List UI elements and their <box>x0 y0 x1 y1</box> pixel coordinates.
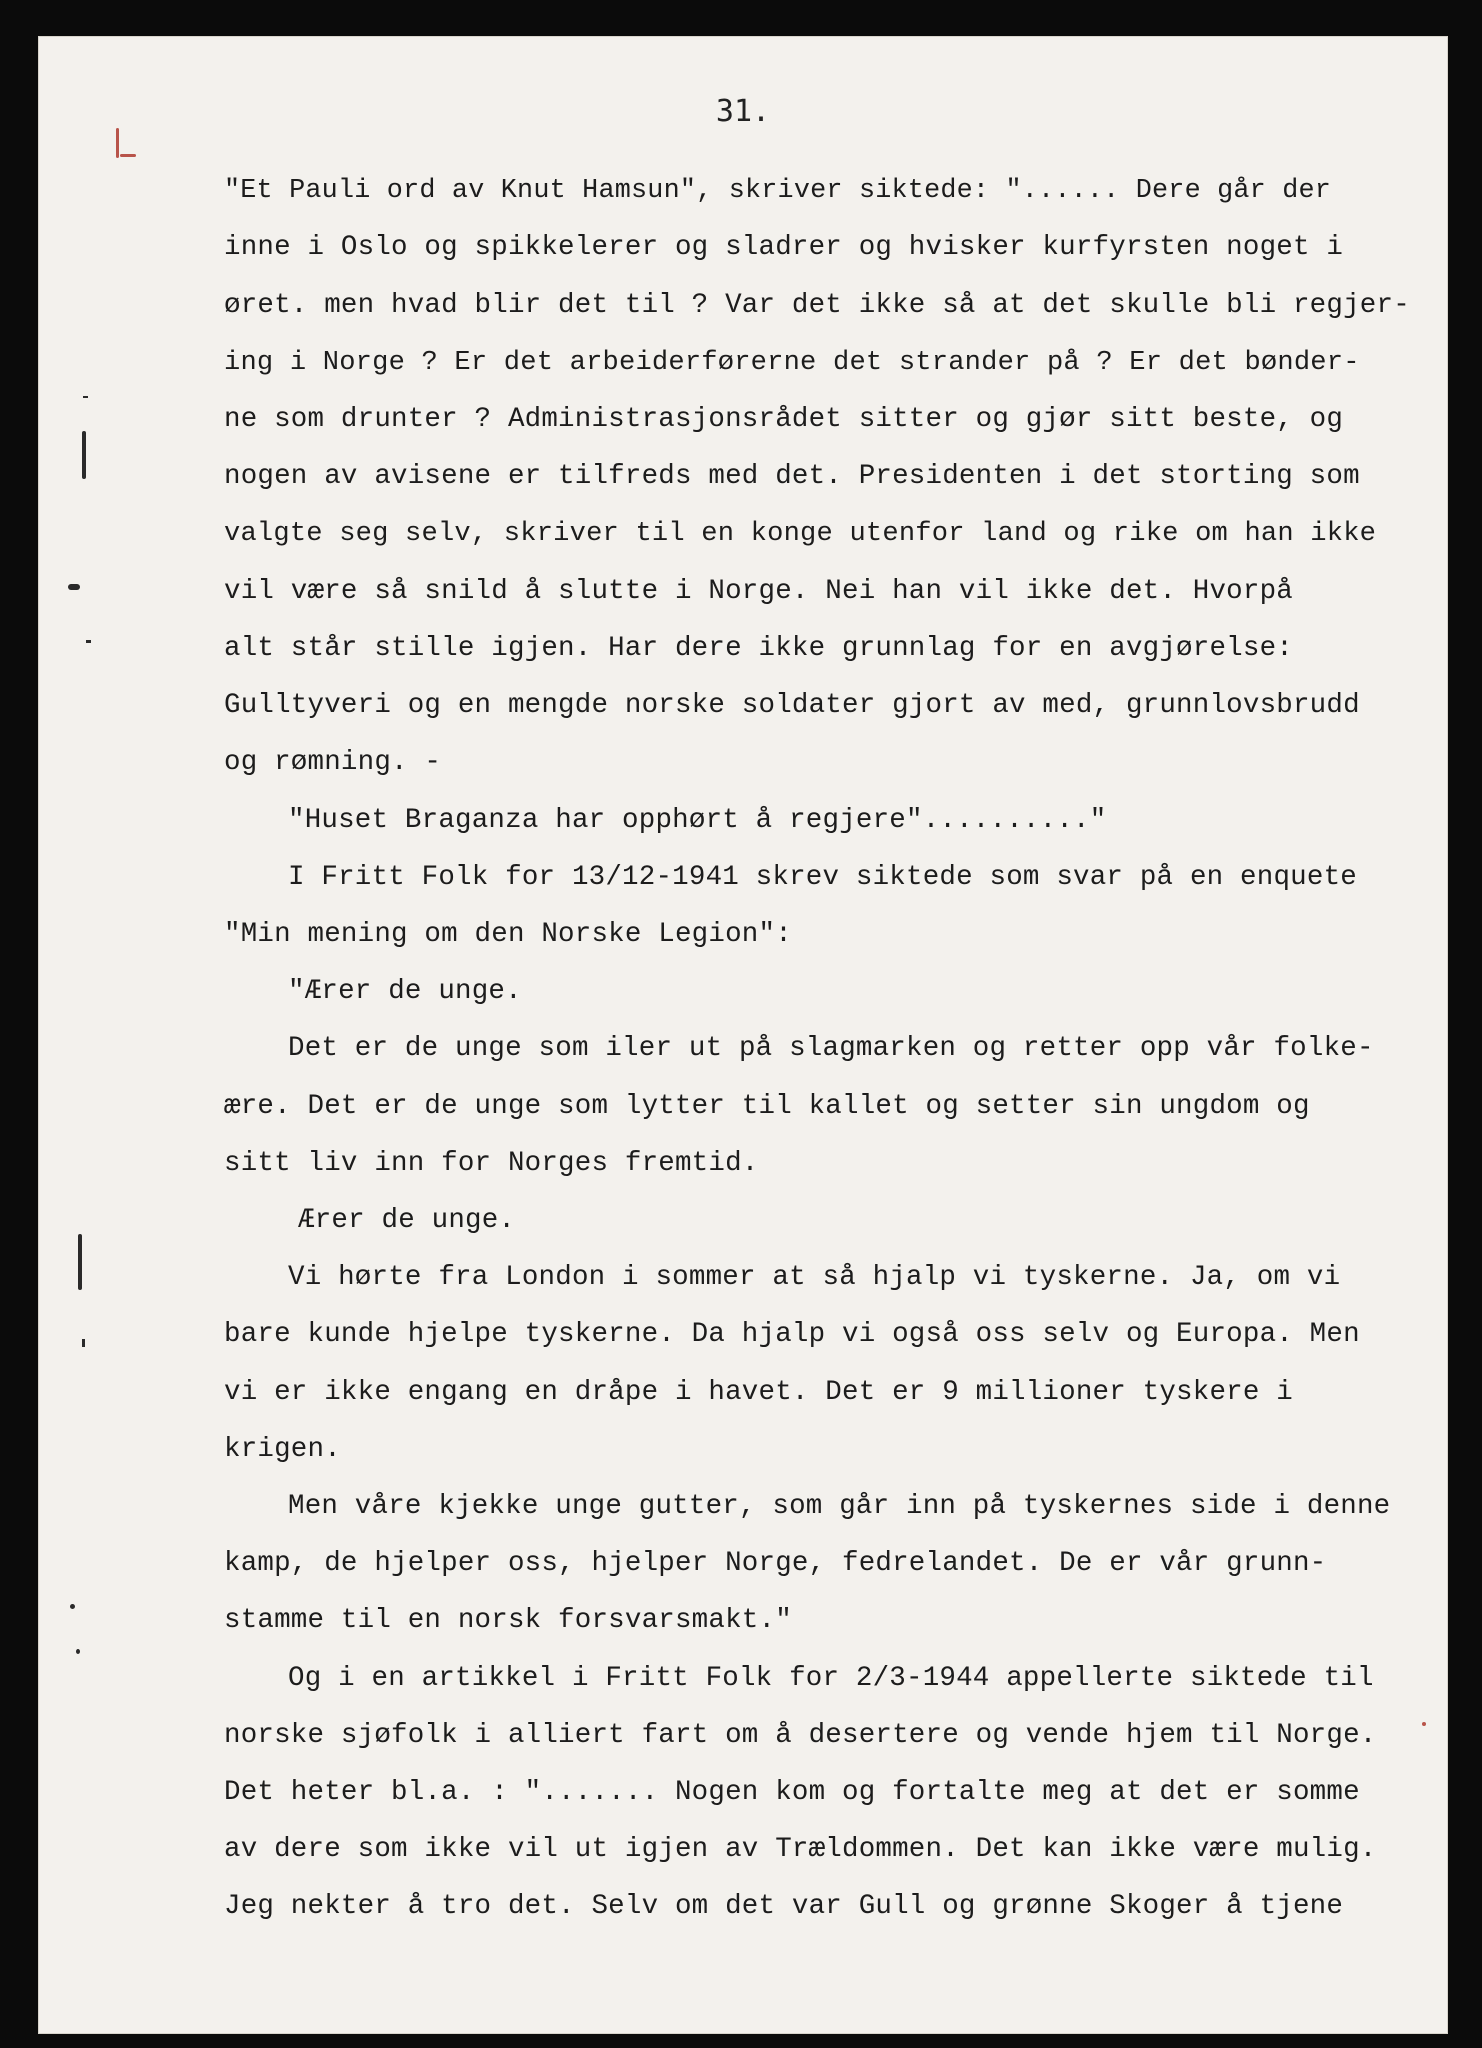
text-line: ing i Norge ? Er det arbeiderførerne det strander på ? Er det bønder- <box>224 347 1360 378</box>
text-line: Det heter bl.a. : "....... Nogen kom og fortalte meg at det er somme <box>224 1777 1360 1808</box>
text-line: I Fritt Folk for 13/12-1941 skrev siktede som svar på en enquete <box>288 862 1357 893</box>
margin-mark <box>82 1339 85 1347</box>
text-line: vi er ikke engang en dråpe i havet. Det er 9 millioner tyskere i <box>224 1377 1293 1408</box>
text-line: av dere som ikke vil ut igjen av Trældommen. Det kan ikke være mulig. <box>224 1834 1377 1865</box>
margin-mark <box>78 1234 82 1290</box>
text-line: og rømning. - <box>224 747 442 778</box>
text-line: valgte seg selv, skriver til en konge utenfor land og rike om han ikke <box>224 518 1377 549</box>
margin-mark <box>70 1604 75 1609</box>
text-line: Og i en artikkel i Fritt Folk for 2/3-1944 appellerte siktede til <box>288 1663 1374 1694</box>
text-line: stamme til en norsk forsvarsmakt." <box>224 1605 792 1636</box>
text-line: inne i Oslo og spikkelerer og sladrer og hvisker kurfyrsten noget i <box>224 232 1344 263</box>
text-line: Det er de unge som iler ut på slagmarken og retter opp vår folke- <box>288 1033 1374 1064</box>
text-line: sitt liv inn for Norges fremtid. <box>224 1148 759 1179</box>
text-line: ne som drunter ? Administrasjonsrådet sitter og gjør sitt beste, og <box>224 404 1344 435</box>
margin-mark <box>76 1649 80 1654</box>
page-number: 31. <box>715 94 771 129</box>
margin-mark <box>120 154 136 157</box>
margin-mark <box>116 128 119 158</box>
text-line: Jeg nekter å tro det. Selv om det var Gull og grønne Skoger å tjene <box>224 1891 1344 1922</box>
text-line: ære. Det er de unge som lytter til kallet og setter sin ungdom og <box>224 1091 1310 1122</box>
margin-mark <box>83 396 88 398</box>
text-line: Men våre kjekke unge gutter, som går inn på tyskernes side i denne <box>288 1491 1391 1522</box>
text-line: vil være så snild å slutte i Norge. Nei han vil ikke det. Hvorpå <box>224 576 1293 607</box>
text-line: alt står stille igjen. Har dere ikke grunnlag for en avgjørelse: <box>224 633 1293 664</box>
margin-mark <box>1422 1722 1426 1726</box>
margin-mark <box>82 431 86 479</box>
text-line: nogen av avisene er tilfreds med det. Presidenten i det storting som <box>224 461 1360 492</box>
margin-mark <box>68 584 80 590</box>
text-line: "Ærer de unge. <box>288 976 522 1007</box>
text-line: "Min mening om den Norske Legion": <box>224 919 792 950</box>
text-line: Vi hørte fra London i sommer at så hjalp vi tyskerne. Ja, om vi <box>288 1262 1341 1293</box>
text-line: krigen. <box>224 1434 341 1465</box>
text-line: norske sjøfolk i alliert fart om å desertere og vende hjem til Norge. <box>224 1720 1377 1751</box>
text-line: kamp, de hjelper oss, hjelper Norge, fedrelandet. De er vår grunn- <box>224 1548 1327 1579</box>
document-page <box>38 36 1448 2034</box>
margin-mark <box>86 640 91 643</box>
text-line: bare kunde hjelpe tyskerne. Da hjalp vi også oss selv og Europa. Men <box>224 1319 1360 1350</box>
text-line: øret. men hvad blir det til ? Var det ikke så at det skulle bli regjer- <box>224 290 1410 321</box>
text-line: Ærer de unge. <box>298 1205 516 1236</box>
text-line: "Huset Braganza har opphørt å regjere".........." <box>288 805 1107 836</box>
text-line: Gulltyveri og en mengde norske soldater gjort av med, grunnlovsbrudd <box>224 690 1360 721</box>
text-line: "Et Pauli ord av Knut Hamsun", skriver siktede: "...... Dere går der <box>224 176 1332 206</box>
